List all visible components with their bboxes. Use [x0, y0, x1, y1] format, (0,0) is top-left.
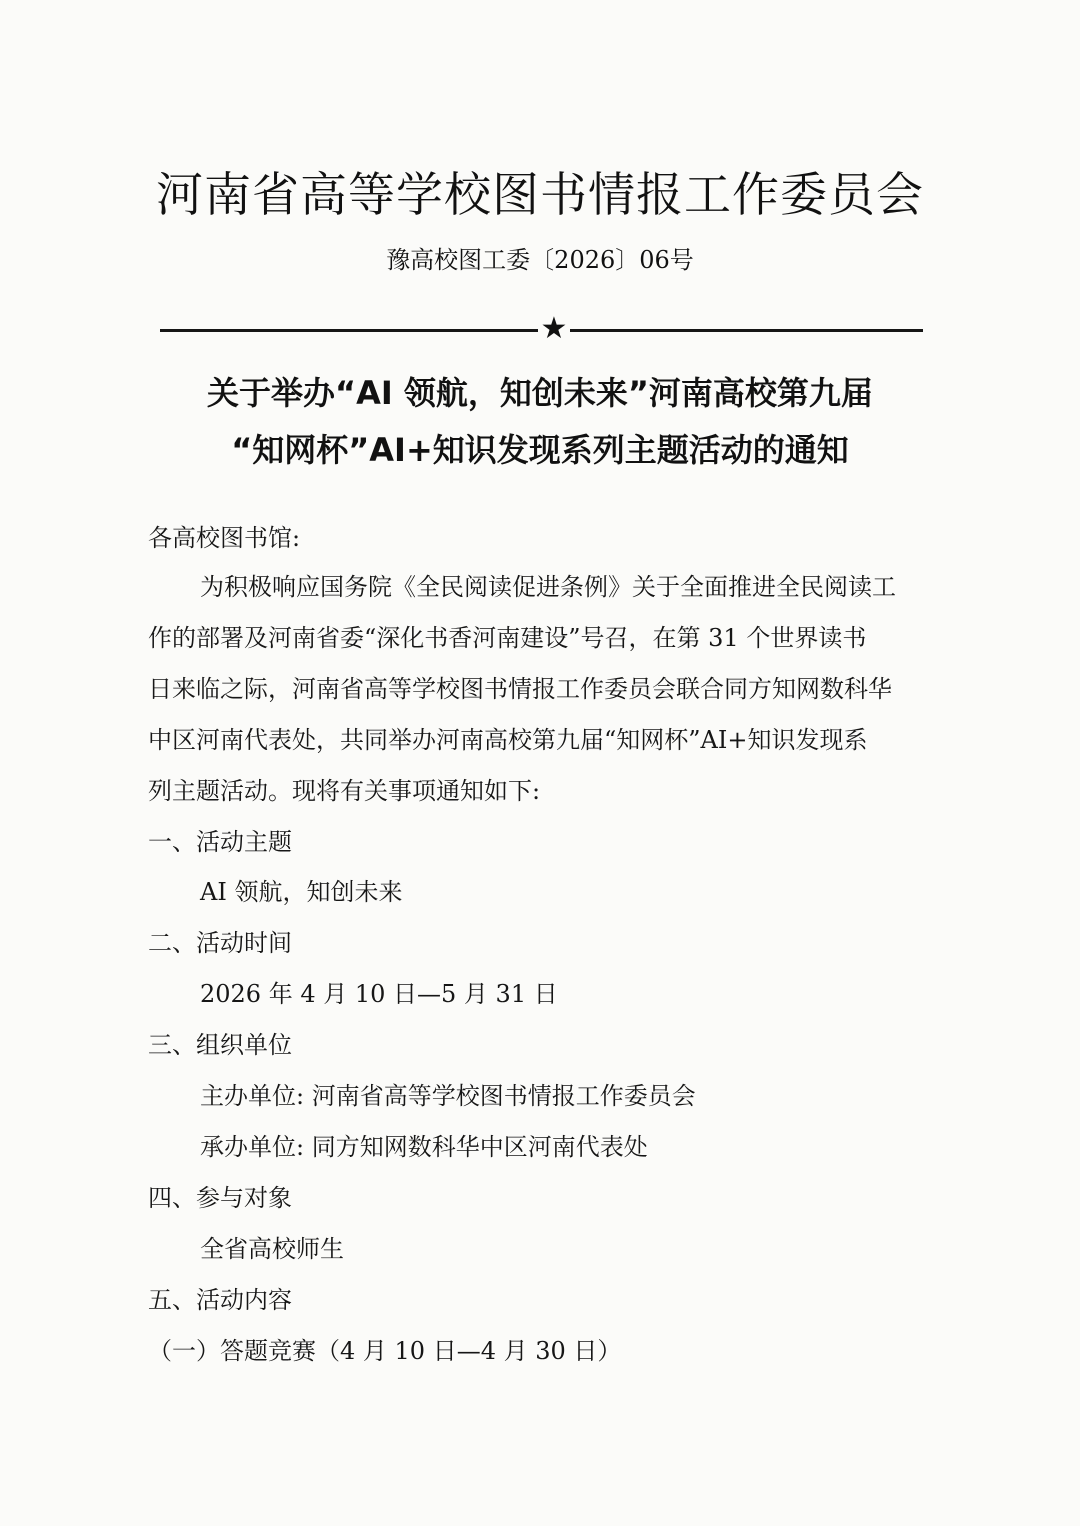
host-unit: 主办单位: 河南省高等学校图书情报工作委员会: [200, 1082, 696, 1110]
intro-line-1: 为积极响应国务院《全民阅读促进条例》关于全面推进全民阅读工: [200, 573, 896, 601]
document-number: 豫高校图工委〔2026〕06号: [386, 246, 694, 274]
intro-line-3: 日来临之际，河南省高等学校图书情报工作委员会联合同方知网数科华: [148, 675, 892, 703]
section-heading-organizers: 三、组织单位: [148, 1031, 292, 1059]
section-heading-content: 五、活动内容: [148, 1286, 292, 1314]
participants-text: 全省高校师生: [200, 1235, 344, 1263]
red-header-separator: [160, 310, 923, 350]
intro-line-4: 中区河南代表处，共同举办河南高校第九届“知网杯”AI+知识发现系: [148, 726, 868, 754]
organizer-unit: 承办单位: 同方知网数科华中区河南代表处: [200, 1133, 648, 1161]
star-icon: ★: [540, 311, 568, 346]
salutation: 各高校图书馆:: [148, 524, 301, 552]
separator-line-right: [570, 329, 923, 332]
intro-line-5: 列主题活动。现将有关事项通知如下:: [148, 777, 541, 805]
notice-title-line-1: 关于举办“AI 领航，知创未来”河南高校第九届: [207, 374, 873, 412]
theme-text: AI 领航，知创未来: [200, 878, 403, 906]
section-heading-theme: 一、活动主题: [148, 828, 292, 856]
notice-title-line-2: “知网杯”AI+知识发现系列主题活动的通知: [231, 431, 849, 469]
content-item-quiz: （一）答题竞赛（4 月 10 日—4 月 30 日）: [148, 1337, 622, 1365]
section-heading-time: 二、活动时间: [148, 929, 292, 957]
time-text: 2026 年 4 月 10 日—5 月 31 日: [200, 980, 558, 1008]
section-heading-participants: 四、参与对象: [148, 1184, 292, 1212]
separator-line-left: [160, 329, 538, 332]
intro-line-2: 作的部署及河南省委“深化书香河南建设”号召，在第 31 个世界读书: [148, 624, 867, 652]
issuing-organization-title: 河南省高等学校图书情报工作委员会: [156, 168, 924, 223]
